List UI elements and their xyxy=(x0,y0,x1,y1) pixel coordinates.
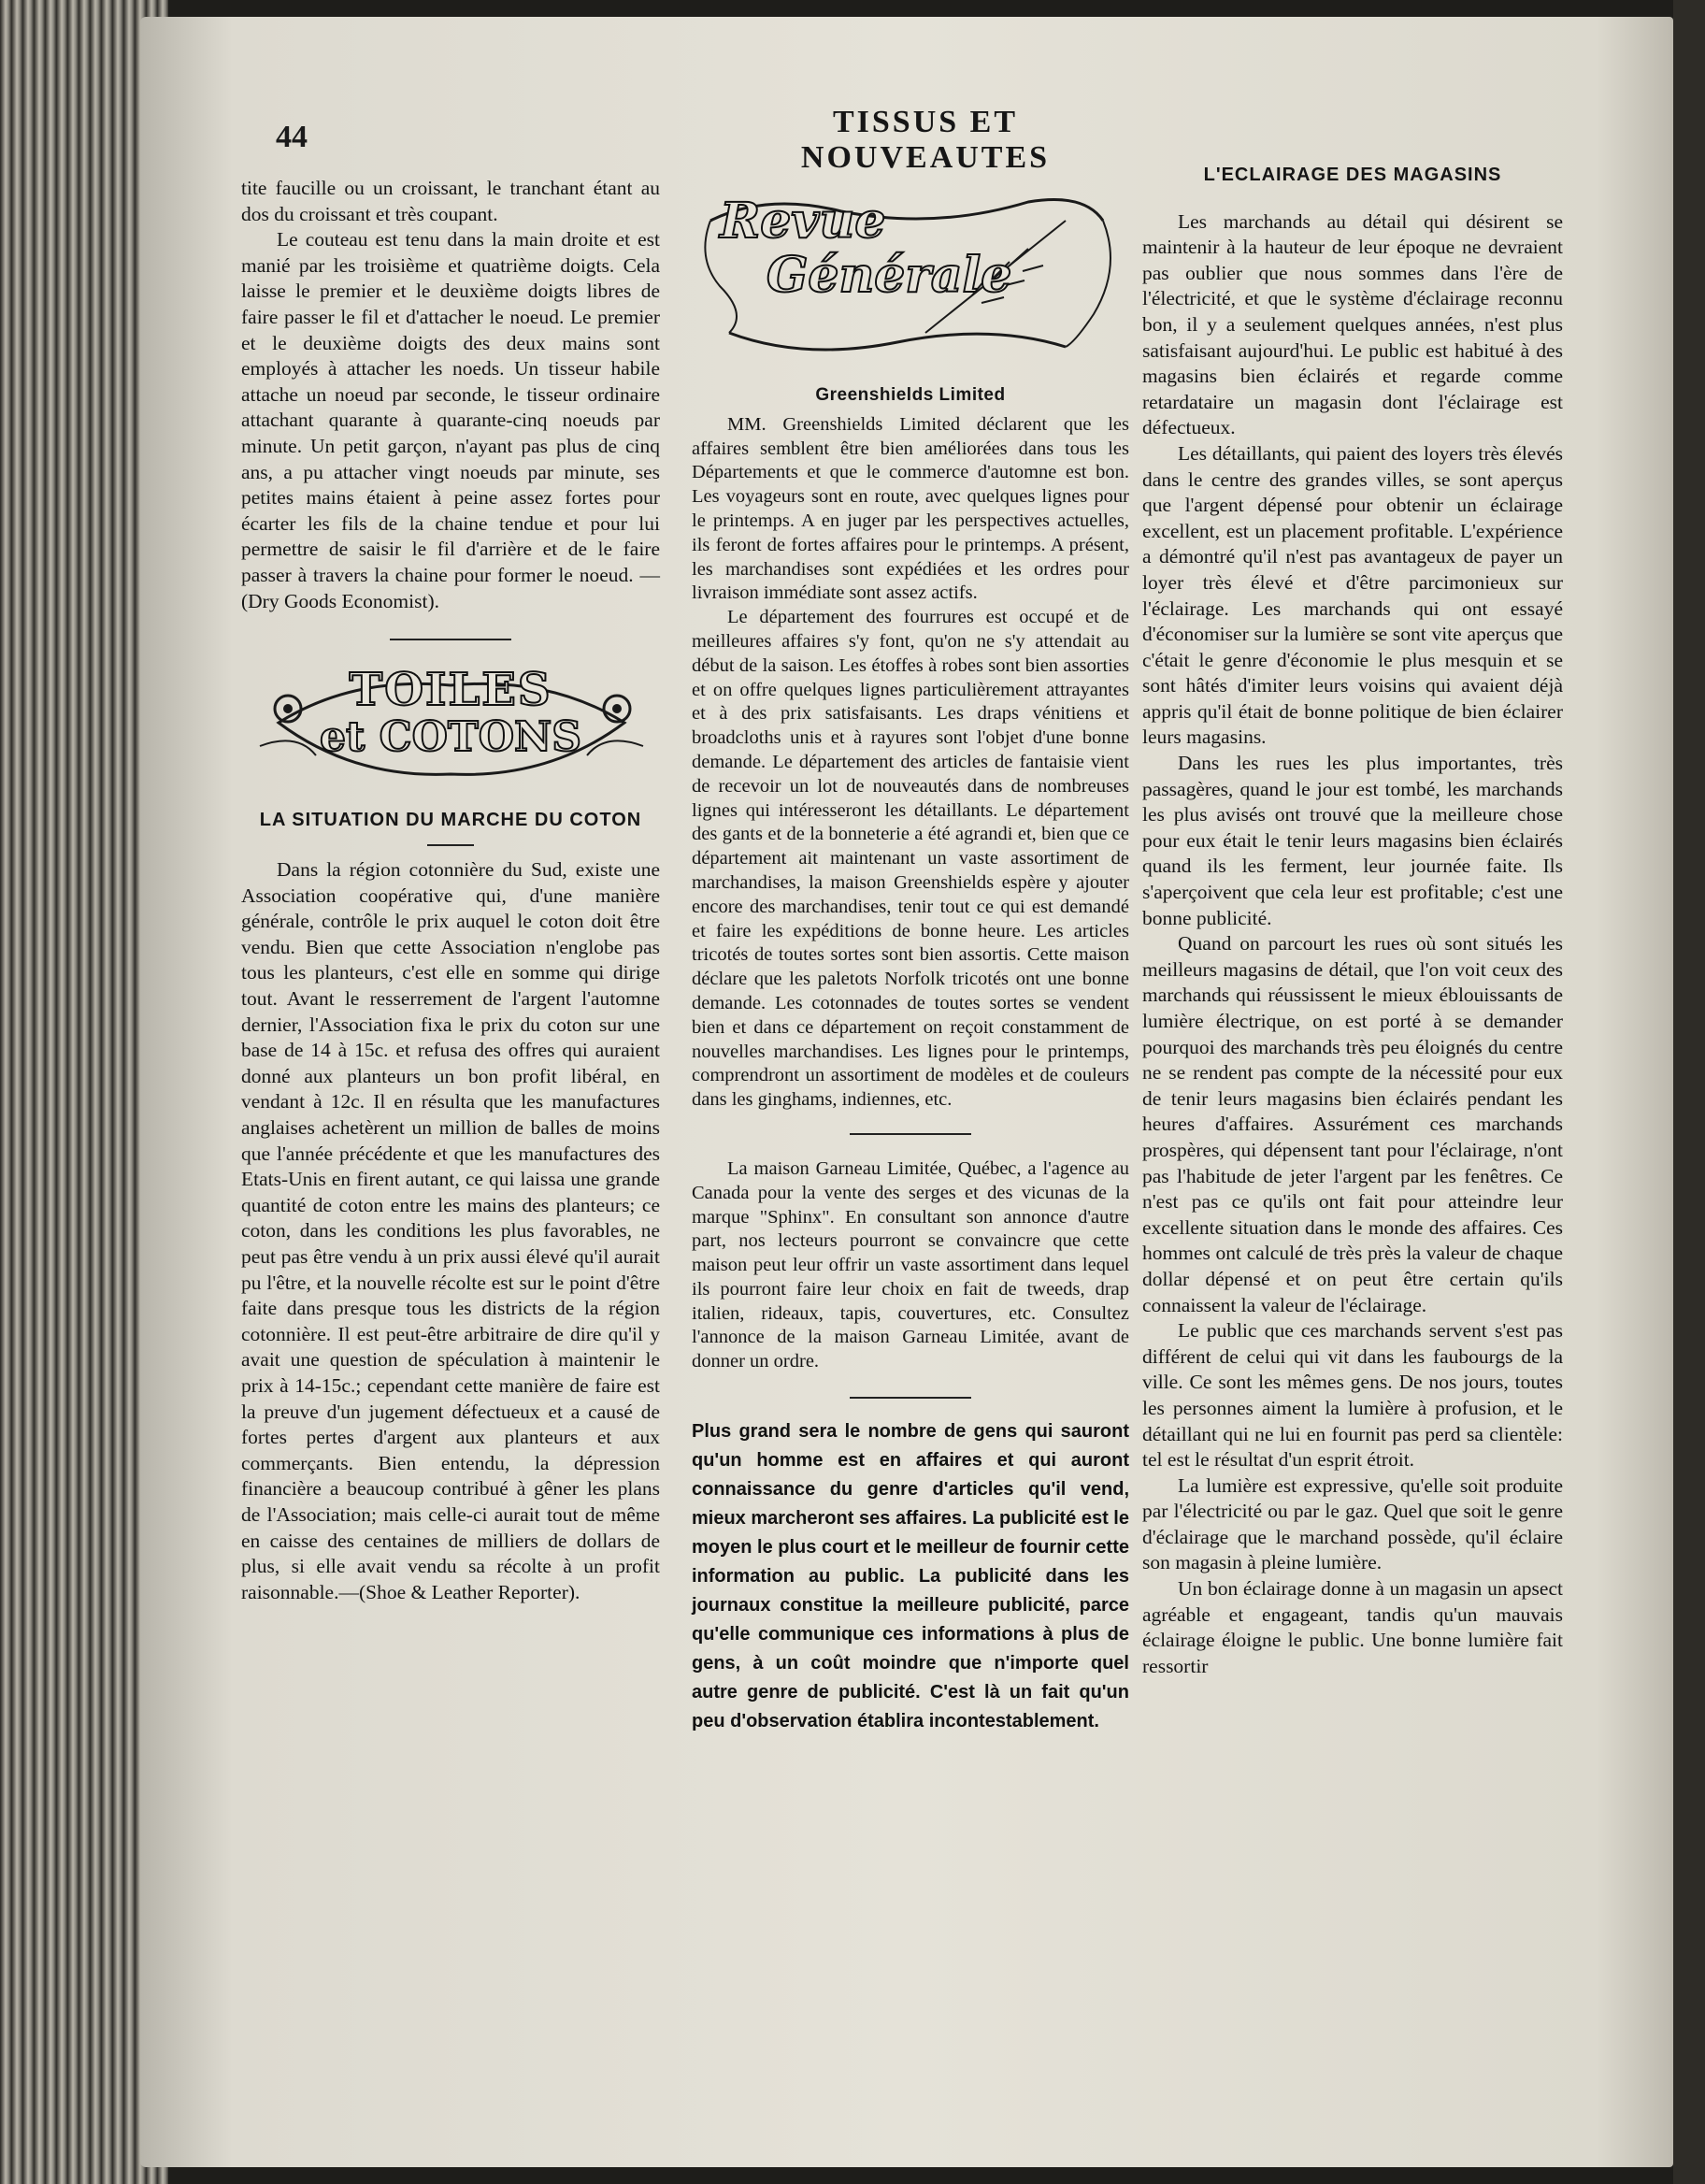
paragraph: Un bon éclairage donne à un magasin un apsect agréable et engageant, tandis qu'un mauvais éclairage éloigne le public. Une bonne lumière fait ressortir xyxy=(1142,1577,1563,1677)
right-margin-shadow xyxy=(1673,0,1705,2184)
paragraph: MM. Greenshields Limited déclarent que les affaires semblent être bien améliorées dans tous les Départements et que le commerce d'automne est bon. Les voyageurs sont en route, avec quelques lignes pour le printemps. A en juger par les perspectives actuelles, ils feront de fortes affaires pour le printemps. A présent, les marchandises sont expédiées et les ordres pour livraison immédiate sont assez actifs. xyxy=(692,413,1129,604)
paragraph: Le couteau est tenu dans la main droite et est manié par les troisième et quatrième doigts. Cela laisse le premier et le deuxième doigts libres de faire passer le fil et d'attacher le noeud. Le premier et le deuxième doigts des deux mains sont employés à attacher les noeds. Un tisseur habile attache un noeud par seconde, le tisseur ordinaire attachant quarante à quarante-cinq noeuds par minute. Un petit garçon, n'ayant pas plus de cinq ans, a pu attacher vingt noeuds par minute, ses petites mains étaient à peine assez fortes pour écarter les fils de la chaine tendue et pour lui permettre de saisir le fil d'arrière et de le faire passer à travers la chaine pour former le noeud. — (Dry Goods Economist). xyxy=(241,228,660,612)
logo-word-revue: Revue xyxy=(720,193,886,250)
paragraph: Les détaillants, qui paient des loyers très élevés dans le centre des grandes villes, se sont aperçus que l'argent dépensé pour obtenir un éclairage excellent, est un placement profitable. L'expérience a démontré qu'il n'est pas avantageux de payer un loyer très élevé et d'être parcimonieux sur l'éclairage. Les marchands qui ont essayé d'économiser sur la lumière se sont vite aperçus que c'était le genre d'économie le plus mesquin et se sont hâtés d'imiter leurs voisins qui avaient déjà appris qu'il était de bonne politique de bien éclairer leurs magasins. xyxy=(1142,441,1563,749)
section-divider xyxy=(850,1133,971,1135)
logo-word-et-cotons: et COTONS xyxy=(319,713,582,762)
section-divider xyxy=(390,639,511,640)
revue-generale-logo xyxy=(692,183,1129,370)
toiles-et-cotons-logo xyxy=(241,657,660,797)
paragraph: Quand on parcourt les rues où sont situés les meilleurs magasins de détail, que l'on voit ceux des marchands qui réussissent le mieux éblouissants de lumière électrique, on est porté à se demander pourquoi des marchands très peu éloignés du centre ne se rendent pas compte de la nécessité pour eux de tenir leurs magasins bien éclairés pendant les heures d'affaires. Assurément ces marchands prospères, qui dépensent tant pour l'éclairage, n'ont pas l'habitude de jeter l'argent par les fenêtres. Ce n'est pas ce qu'ils ont fait pour atteindre leur excellente situation dans le monde des affaires. Ces hommes ont calculé de très près la valeur de chaque dollar dépensé et on peut être certain qu'ils connaissent la valeur de l'éclairage. xyxy=(1142,932,1563,1316)
paragraph: La maison Garneau Limitée, Québec, a l'agence au Canada pour la vente des serges et des vicunas de la marque "Sphinx". En consultant son annonce d'autre part, nos lecteurs pourront se convaincre que cette maison peut leur offrir un vaste assortiment dans lequel ils pourront faire leur choix en fait de tweeds, drap italien, rideaux, tapis, couvertures, etc. Consultez l'annonce de la maison Garneau Limitée, avant de donner un ordre. xyxy=(692,1157,1129,1372)
paragraph: Le public que ces marchands servent s'est pas différent de celui qui vit dans les faubourgs de la ville. Ce sont les mêmes gens. De nos jours, toutes les personnes aiment la lumière à profusion, et le détaillant qui ne lui en fournit pas perd sa clientèle: tel est le résultat d'un esprit étroit. xyxy=(1142,1319,1563,1472)
article-title: L'ECLAIRAGE DES MAGASINS xyxy=(1203,165,1502,185)
running-header: TISSUS ET NOUVEAUTES xyxy=(800,105,1051,175)
paragraph: Dans la région cotonnière du Sud, existe une Association coopérative qui, d'une manière générale, contrôle le prix auquel le coton doit être vendu. Bien que cette Association n'englobe pas tous les planteurs, c'est elle en somme qui dirige tout. Avant le resserrement de l'argent l'automne dernier, l'Association fixa le prix du coton sur une base de 14 à 15c. et refusa des offres qui auraient donné aux planteurs un bon profit libéral, en vendant à 12c. Il en résulta que les manufactures anglaises achetèrent un million de balles de moins que l'année précédente et que les manufactures des Etats-Unis en firent autant, ce qui laissa une grande quantité de coton entre les mains des planteurs; ce coton, dans les conditions les plus favorables, ne peut pas être vendu à un prix aussi élevé qu'il aurait pu l'être, et la nouvelle récolte est sur le point d'être faite dans presque tous les districts de la région cotonnière. Il est peut-être arbitraire de dire qu'il y avait une question de spéculation à maintenir le prix à 14-15c.; cependant cette manière de faire est la preuve d'un jugement défectueux et a causé de fortes pertes d'argent aux planteurs et aux commerçants. Bien entendu, la dépression financière a beaucoup contribué à gêner les plans de l'Association; mais celle-ci aurait tout de même en caisse des centaines de milliers de dollars de plus, si elle avait vendu sa récolte à un profit raisonnable.—(Shoe & Leather Reporter). xyxy=(241,858,660,1603)
logo-word-generale: Générale xyxy=(767,247,1012,304)
paragraph: Le département des fourrures est occupé et de meilleures affaires s'y font, qu'on ne s'y attendait au début de la saison. Les étoffes à robes sont bien assorties et on offre quelques lignes particulièrement attrayantes et à des prix satisfaisants. Les draps vénitiens et broadcloths unis et à rayures sont l'objet d'une bonne demande. Le département des articles de fantaisie vient de recevoir un lot de nouveautés dans de nombreuses lignes qui intéresseront les détaillants. Le département des gants et de la bonneterie a été agrandi et, bien que ce département ait maintenant un vaste assortiment de marchandises, la maison Greenshields espère y ajouter encore des marchandises, tenir tout ce qui est demandé et faire les expéditions de bonne heure. Les articles tricotés de toutes sortes sont bien assortis. Cette maison déclare que les paletots Norfolk tricotés ont une bonne demande. Les cotonnades de toutes sortes se vendent bien et dans ce département on reçoit constamment de nouvelles marchandises. Les lignes pour le printemps, comprendront un assortiment de modèles et de couleurs dans les ginghams, indiennes, etc. xyxy=(692,607,1129,1111)
paragraph: Dans les rues les plus importantes, très passagères, quand le jour est tombé, les marchands les plus avisés ont trouvé que la meilleure chose pour eux était le tenir leurs magasins bien éclairés quand ils les ferment, leur journée faite. Ils s'aperçoivent que cela leur est profitable; c'est une bonne publicité. xyxy=(1142,752,1563,929)
article-title: Greenshields Limited xyxy=(815,385,1006,405)
column-3 xyxy=(1142,163,1563,1679)
paragraph: La lumière est expressive, qu'elle soit produite par l'électricité ou par le gaz. Quel que soit le genre d'éclairage que le marchand possède, qu'il éclaire son magasin à pleine lumière. xyxy=(1142,1473,1563,1574)
column-1 xyxy=(241,176,660,1605)
article-title: LA SITUATION DU MARCHE DU COTON xyxy=(259,810,642,831)
title-underline xyxy=(427,844,474,846)
column-2 xyxy=(692,183,1129,1736)
section-divider xyxy=(850,1397,971,1399)
logo-word-toiles: TOILES xyxy=(349,664,552,717)
publicity-notice: Plus grand sera le nombre de gens qui sauront qu'un homme est en affaires et qui auront connaissance du genre d'articles qu'il vend, mieux marcheront ses affaires. La publicité est le moyen le plus court et le meilleur de fournir cette information au public. La publicité dans les journaux constitue la meilleure publicité, parce qu'elle communique ces informations à plus de gens, à un coût moindre que n'importe quel autre genre de publicité. C'est là un fait qu'un peu d'observation établira incontestablement. xyxy=(692,1421,1129,1732)
page-number: 44 xyxy=(276,120,308,154)
paragraph: Les marchands au détail qui désirent se maintenir à la hauteur de leur époque ne devraient pas oublier que nous sommes dans l'ère de l'électricité, et que le système d'éclairage reconnu bon, il y a seulement quelques années, n'est plus satisfaisant aujourd'hui. Le public est habitué à des magasins bien éclairés et regarde comme retardataire un magasin dont l'éclairage est défectueux. xyxy=(1142,209,1563,439)
paragraph: tite faucille ou un croissant, le tranchant étant au dos du croissant et très coupant. xyxy=(241,177,660,225)
